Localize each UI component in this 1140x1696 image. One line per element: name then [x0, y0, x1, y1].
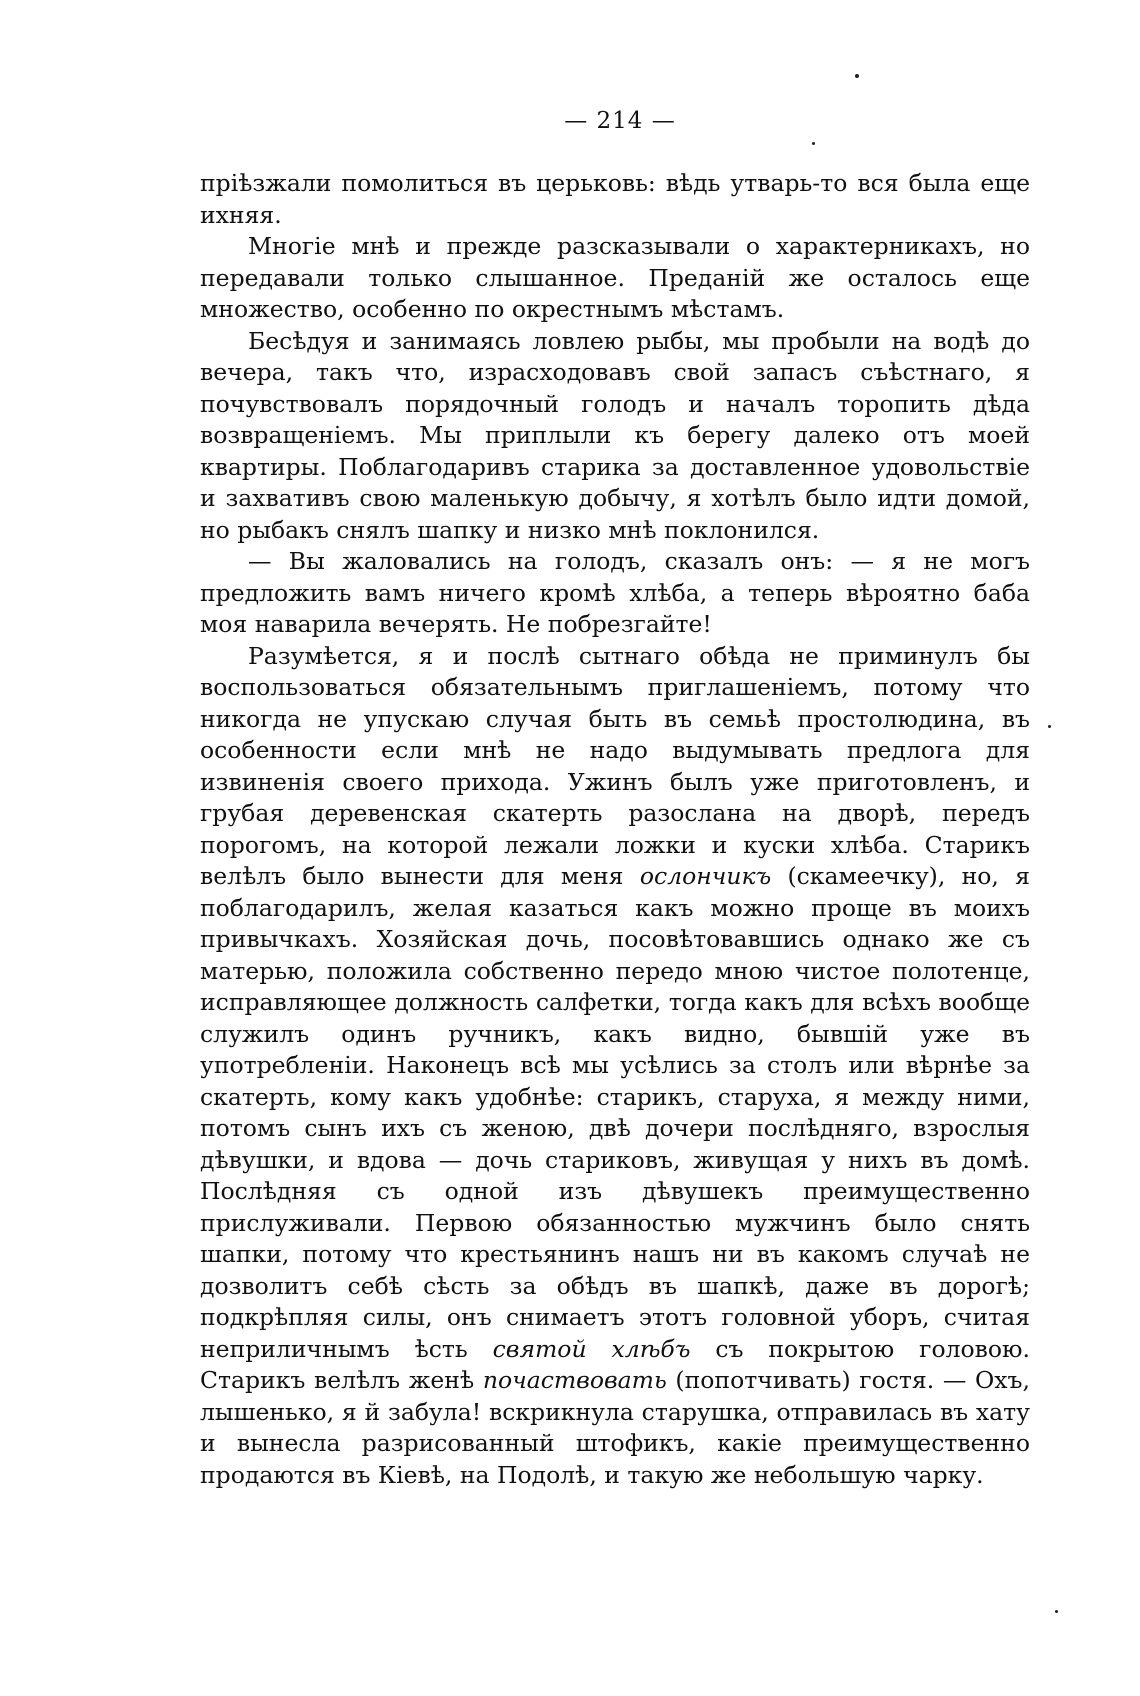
- text-run: Многіе мнѣ и прежде разсказывали о характерникахъ, но передавали только слышанное. Преданій же осталось еще множество, особенно по окрестнымъ мѣстамъ.: [200, 232, 1030, 323]
- text-run: (попотчивать) гостя. — Охъ, лышенько, я й забула! вскрикнула старушка, отправилась въ хату и вынесла разрисованный штофикъ, какіе преимущественно продаются въ Кіевѣ, на Подолѣ, и такую же небольшую чарку.: [200, 1366, 1030, 1489]
- scan-speck: [812, 142, 815, 145]
- page-number: — 214 —: [564, 108, 676, 134]
- paragraph: [200, 326, 1030, 547]
- text-run: Бесѣдуя и занимаясь ловлею рыбы, мы пробыли на водѣ до вечера, такъ что, израсходовавъ свой запасъ съѣстнаго, я почувствовалъ порядочный голодъ и началъ торопить дѣда возвращеніемъ. Мы приплыли къ берегу далеко отъ моей квартиры. Поблагодаривъ старика за доставленное удовольствіе и захвативъ свою маленькую добычу, я хотѣлъ было идти домой, но рыбакъ снялъ шапку и низко мнѣ поклонился.: [200, 326, 1030, 544]
- paragraph: [200, 546, 1030, 641]
- italic-term: почаствовать: [482, 1366, 667, 1394]
- scan-speck: [1055, 1610, 1058, 1613]
- text-run: (скамеечку), но, я поблагодарилъ, желая казаться какъ можно проще въ моихъ привычкахъ. Хозяйская дочь, посовѣтовавшись однако же съ матерью, положила собственно передо мною чистое полотенце, исправляющее должность салфетки, тогда какъ для всѣхъ вообще служилъ одинъ ручникъ, какъ видно, бывшій уже въ употребленіи. Наконецъ всѣ мы усѣлись за столъ или вѣрнѣе за скатерть, кому какъ удобнѣе: старикъ, старуха, я между ними, потомъ сынъ ихъ съ женою, двѣ дочери послѣдняго, взрослыя дѣвушки, и вдова — дочь стариковъ, живущая у нихъ въ домѣ. Послѣдняя съ одной изъ дѣвушекъ преимущественно прислуживали. Первою обязанностью мужчинъ было снять шапки, потому что крестьянинъ нашъ ни въ какомъ случаѣ не дозволитъ себѣ сѣсть за обѣдъ въ шапкѣ, даже въ дорогѣ; подкрѣпляя силы, онъ снимаетъ этотъ головной уборъ, считая неприличнымъ ѣсть: [200, 862, 1031, 1363]
- text-run: съ покрытою головою. Старикъ велѣлъ женѣ: [200, 1334, 1030, 1394]
- paragraph: [200, 641, 1030, 1492]
- paragraph: [200, 231, 1030, 326]
- body-text: [200, 168, 1030, 1491]
- text-run: Разумѣется, я и послѣ сытнаго обѣда не приминулъ бы воспользоваться обязательнымъ приглашеніемъ, потому что никогда не упускаю случая быть въ семьѣ простолюдина, въ особенности если мнѣ не надо выдумывать предлога для извиненія своего прихода. Ужинъ былъ уже приготовленъ, и грубая деревенская скатерть разослана на дворѣ, передъ порогомъ, на которой лежали ложки и куски хлѣба. Старикъ велѣлъ было вынести для меня: [200, 641, 1030, 890]
- scan-speck: [1048, 725, 1051, 728]
- text-run: — Вы жаловались на голодъ, сказалъ онъ: — я не могъ предложить вамъ ничего кромѣ хлѣба, а теперь вѣроятно баба моя наварила вечерять. Не побрезгайте!: [200, 547, 1030, 638]
- italic-term: святой хлѣбъ: [492, 1334, 691, 1363]
- paragraph: [200, 168, 1030, 231]
- text-run: пріѣзжали помолиться въ церьковь: вѣдь утварь-то вся была еще ихняя.: [200, 169, 1030, 229]
- italic-term: ослончикъ: [639, 862, 772, 890]
- scan-speck: [855, 74, 859, 78]
